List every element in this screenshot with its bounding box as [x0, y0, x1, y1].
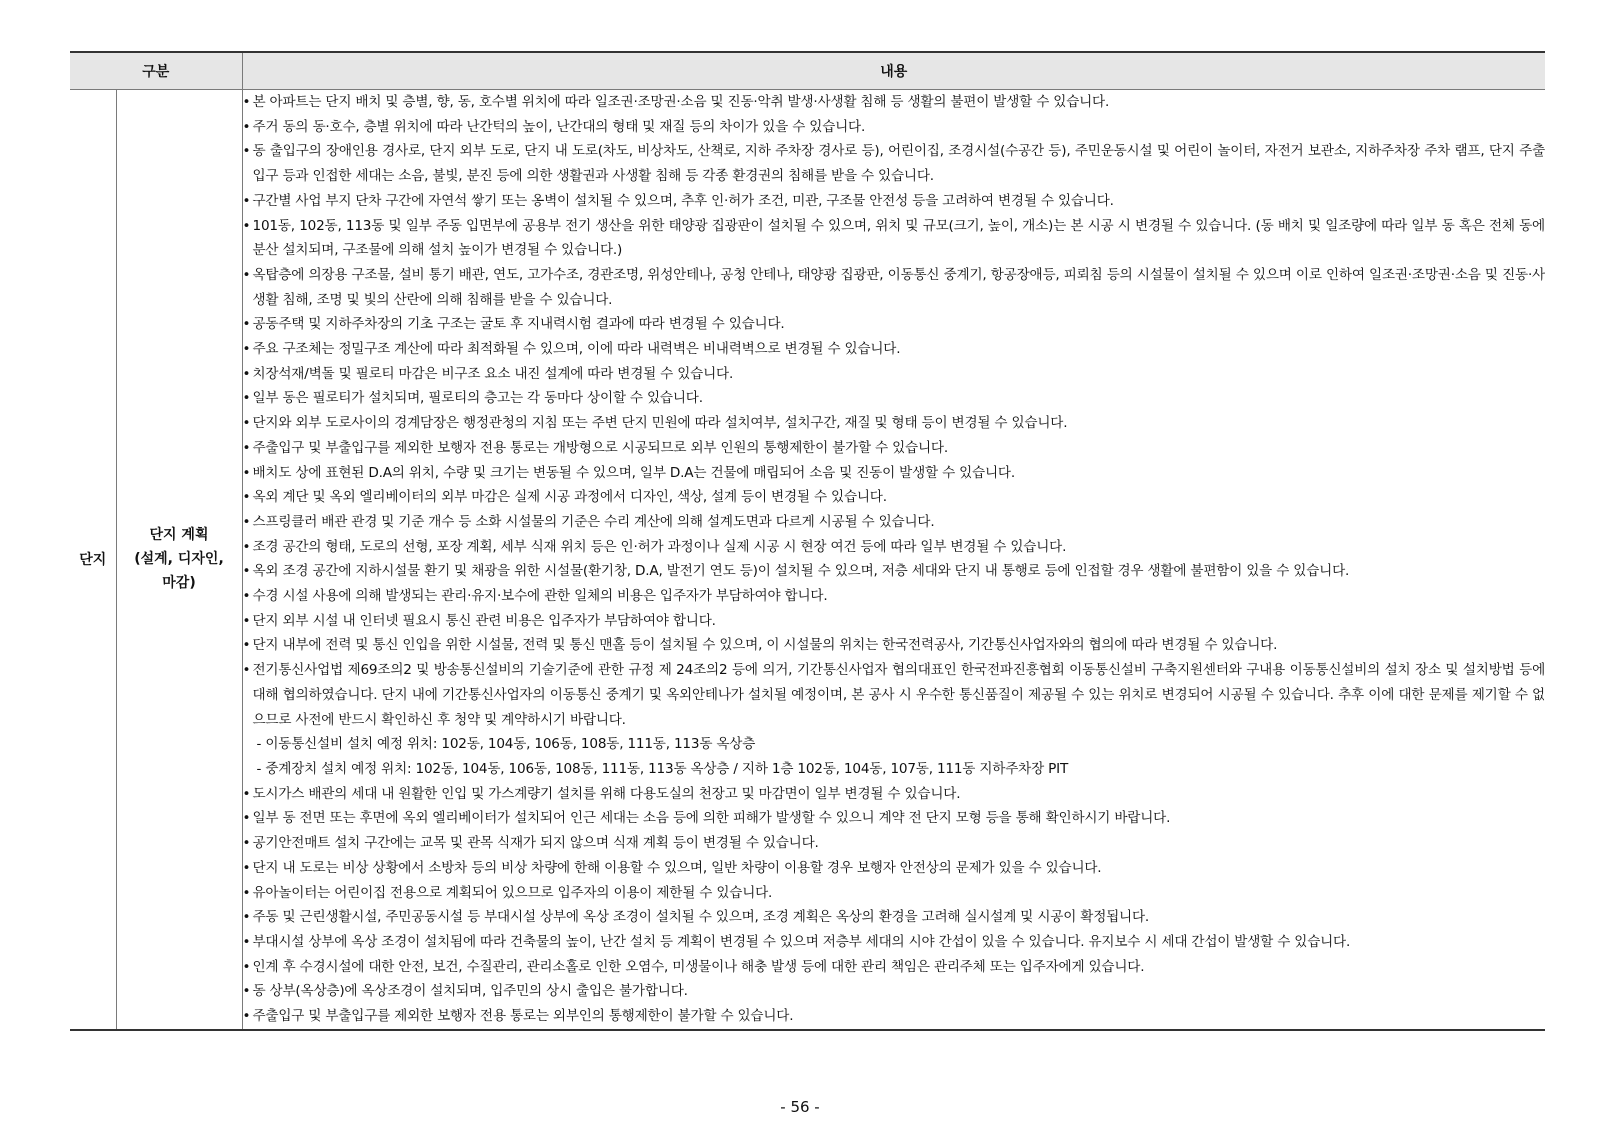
- list-item: • 옥외 계단 및 옥외 엘리베이터의 외부 마감은 실제 시공 과정에서 디자인, 색상, 설계 등이 변경될 수 있습니다.: [243, 485, 1546, 510]
- table-header-row: [70, 52, 1545, 90]
- subcategory-line: 마감): [162, 575, 196, 592]
- list-item: • 일부 동은 필로티가 설치되며, 필로티의 층고는 각 동마다 상이할 수 있습니다.: [243, 386, 1546, 411]
- list-item: • 주동 및 근린생활시설, 주민공동시설 등 부대시설 상부에 옥상 조경이 설치될 수 있으며, 조경 계획은 옥상의 환경을 고려해 실시설계 및 시공이 확정됩니다.: [243, 905, 1546, 930]
- list-item: • 스프링클러 배관 관경 및 기준 개수 등 소화 시설물의 기준은 수리 계산에 의해 설계도면과 다르게 시공될 수 있습니다.: [243, 510, 1546, 535]
- notice-table: [70, 51, 1545, 1031]
- sub-list-item: - 이동통신설비 설치 예정 위치: 102동, 104동, 106동, 108동, 111동, 113동 옥상층: [256, 736, 756, 753]
- list-item: • 인계 후 수경시설에 대한 안전, 보건, 수질관리, 관리소홀로 인한 오염수, 미생물이나 해충 발생 등에 대한 관리 책임은 관리주체 또는 입주자에게 있습니다.: [243, 955, 1546, 980]
- list-item: • 단지 외부 시설 내 인터넷 필요시 통신 관련 비용은 입주자가 부담하여야 합니다.: [243, 609, 1546, 634]
- list-item: • 치장석재/벽돌 및 필로티 마감은 비구조 요소 내진 설계에 따라 변경될 수 있습니다.: [243, 362, 1546, 387]
- list-item: • 옥탑층에 의장용 구조물, 설비 통기 배관, 연도, 고가수조, 경관조명, 위성안테나, 공청 안테나, 태양광 집광판, 이동통신 중계기, 항공장애등, 피뢰침 등의 시설물이 설치될 수 있으며 이로 인하여 일조권·조망권·소음 및 진동·사생활 침해, 조명 및 빛의 산란에 의해 침해를 받을 수 있습니다.: [243, 263, 1546, 312]
- list-item: • 공기안전매트 설치 구간에는 교목 및 관목 식재가 되지 않으며 식재 계획 등이 변경될 수 있습니다.: [243, 831, 1546, 856]
- list-item: • 단지 내 도로는 비상 상황에서 소방차 등의 비상 차량에 한해 이용할 수 있으며, 일반 차량이 이용할 경우 보행자 안전상의 문제가 있을 수 있습니다.: [243, 856, 1546, 881]
- page-number: - 56 -: [780, 1098, 820, 1116]
- list-item: • 단지 내부에 전력 및 통신 인입을 위한 시설물, 전력 및 통신 맨홀 등이 설치될 수 있으며, 이 시설물의 위치는 한국전력공사, 기간통신사업자와의 협의에 따라 변경될 수 있습니다.: [243, 633, 1546, 658]
- list-item: • 동 출입구의 장애인용 경사로, 단지 외부 도로, 단지 내 도로(차도, 비상차도, 산책로, 지하 주차장 경사로 등), 어린이집, 조경시설(수공간 등), 주민운동시설 및 어린이 놀이터, 자전거 보관소, 지하주차장 주차 램프, 단지 주출입구 등과 인접한 세대는 소음, 불빛, 분진 등에 의한 생활권과 사생활 침해 등 각종 환경권의 침해를 받을 수 있습니다.: [243, 139, 1546, 188]
- list-item: • 공동주택 및 지하주차장의 기초 구조는 굴토 후 지내력시험 결과에 따라 변경될 수 있습니다.: [243, 312, 1546, 337]
- list-item: • 주출입구 및 부출입구를 제외한 보행자 전용 통로는 개방형으로 시공되므로 외부 인원의 통행제한이 불가할 수 있습니다.: [243, 436, 1546, 461]
- list-item: • 유아놀이터는 어린이집 전용으로 계획되어 있으므로 입주자의 이용이 제한될 수 있습니다.: [243, 881, 1546, 906]
- subcategory-line: (설계, 디자인,: [134, 551, 224, 568]
- list-item: • 주거 동의 동·호수, 층별 위치에 따라 난간턱의 높이, 난간대의 형태 및 재질 등의 차이가 있을 수 있습니다.: [243, 115, 1546, 140]
- list-item: • 단지와 외부 도로사이의 경계담장은 행정관청의 지침 또는 주변 단지 민원에 따라 설치여부, 설치구간, 재질 및 형태 등이 변경될 수 있습니다.: [243, 411, 1546, 436]
- header-content: 내용: [242, 52, 1545, 90]
- list-item: • 101동, 102동, 113동 및 일부 주동 입면부에 공용부 전기 생산을 위한 태양광 집광판이 설치될 수 있으며, 위치 및 규모(크기, 높이, 개소)는 본 시공 시 변경될 수 있습니다. (동 배치 및 일조량에 따라 일부 동 혹은 전체 동에 분산 설치되며, 구조물에 의해 설치 높이가 변경될 수 있습니다.): [243, 214, 1546, 263]
- header-category: 구분: [70, 52, 242, 90]
- category-cell: 단지: [70, 90, 116, 1030]
- list-item: • 조경 공간의 형태, 도로의 선형, 포장 계획, 세부 식재 위치 등은 인·허가 과정이나 실제 시공 시 현장 여건 등에 따라 일부 변경될 수 있습니다.: [243, 535, 1546, 560]
- list-item: • 옥외 조경 공간에 지하시설물 환기 및 채광을 위한 시설물(환기창, D.A, 발전기 연도 등)이 설치될 수 있으며, 저층 세대와 단지 내 통행로 등에 인접할 경우 생활에 불편함이 있을 수 있습니다.: [243, 559, 1546, 584]
- content-cell: [242, 90, 1545, 1030]
- list-item: • 수경 시설 사용에 의해 발생되는 관리·유지·보수에 관한 일체의 비용은 입주자가 부담하여야 합니다.: [243, 584, 1546, 609]
- list-item: • 전기통신사업법 제69조의2 및 방송통신설비의 기술기준에 관한 규정 제 24조의2 등에 의거, 기간통신사업자 협의대표인 한국전파진흥협회 이동통신설비 구축지원센터와 구내용 이동통신설비의 설치 장소 및 설치방법 등에 대해 협의하였습니다. 단지 내에 기간통신사업자의 이동통신 중계기 및 옥외안테나가 설치될 예정이며, 본 공사 시 우수한 통신품질이 제공될 수 있는 위치로 변경되어 시공될 수 있습니다. 추후 이에 대한 문제를 제기할 수 없으므로 사전에 반드시 확인하신 후 청약 및 계약하시기 바랍니다.: [243, 658, 1546, 732]
- list-item: • 주출입구 및 부출입구를 제외한 보행자 전용 통로는 외부인의 통행제한이 불가할 수 있습니다.: [243, 1004, 1546, 1029]
- list-item: • 본 아파트는 단지 배치 및 층별, 향, 동, 호수별 위치에 따라 일조권·조망권·소음 및 진동·악취 발생·사생활 침해 등 생활의 불편이 발생할 수 있습니다.: [243, 90, 1546, 115]
- subcategory-cell: [116, 90, 242, 1030]
- list-item: • 일부 동 전면 또는 후면에 옥외 엘리베이터가 설치되어 인근 세대는 소음 등에 의한 피해가 발생할 수 있으니 계약 전 단지 모형 등을 통해 확인하시기 바랍니다.: [243, 806, 1546, 831]
- list-item: • 구간별 사업 부지 단차 구간에 자연석 쌓기 또는 옹벽이 설치될 수 있으며, 추후 인·허가 조건, 미관, 구조물 안전성 등을 고려하여 변경될 수 있습니다.: [243, 189, 1546, 214]
- list-item: • 부대시설 상부에 옥상 조경이 설치됨에 따라 건축물의 높이, 난간 설치 등 계획이 변경될 수 있으며 저층부 세대의 시야 간섭이 있을 수 있습니다. 유지보수 시 세대 간섭이 발생할 수 있습니다.: [243, 930, 1546, 955]
- notice-list: [243, 90, 1546, 1029]
- list-item: • 배치도 상에 표현된 D.A의 위치, 수량 및 크기는 변동될 수 있으며, 일부 D.A는 건물에 매립되어 소음 및 진동이 발생할 수 있습니다.: [243, 461, 1546, 486]
- list-item: • 주요 구조체는 정밀구조 계산에 따라 최적화될 수 있으며, 이에 따라 내력벽은 비내력벽으로 변경될 수 있습니다.: [243, 337, 1546, 362]
- list-item: • 동 상부(옥상층)에 옥상조경이 설치되며, 입주민의 상시 출입은 불가합니다.: [243, 979, 1546, 1004]
- list-item: • 도시가스 배관의 세대 내 원활한 인입 및 가스계량기 설치를 위해 다용도실의 천장고 및 마감면이 일부 변경될 수 있습니다.: [243, 782, 1546, 807]
- table-row: [70, 90, 1545, 1030]
- subcategory-line: 단지 계획: [149, 527, 209, 544]
- sub-list-item: - 중계장치 설치 예정 위치: 102동, 104동, 106동, 108동, 111동, 113동 옥상층 / 지하 1층 102동, 104동, 107동, 111동 지하주차장 PIT: [256, 760, 1069, 777]
